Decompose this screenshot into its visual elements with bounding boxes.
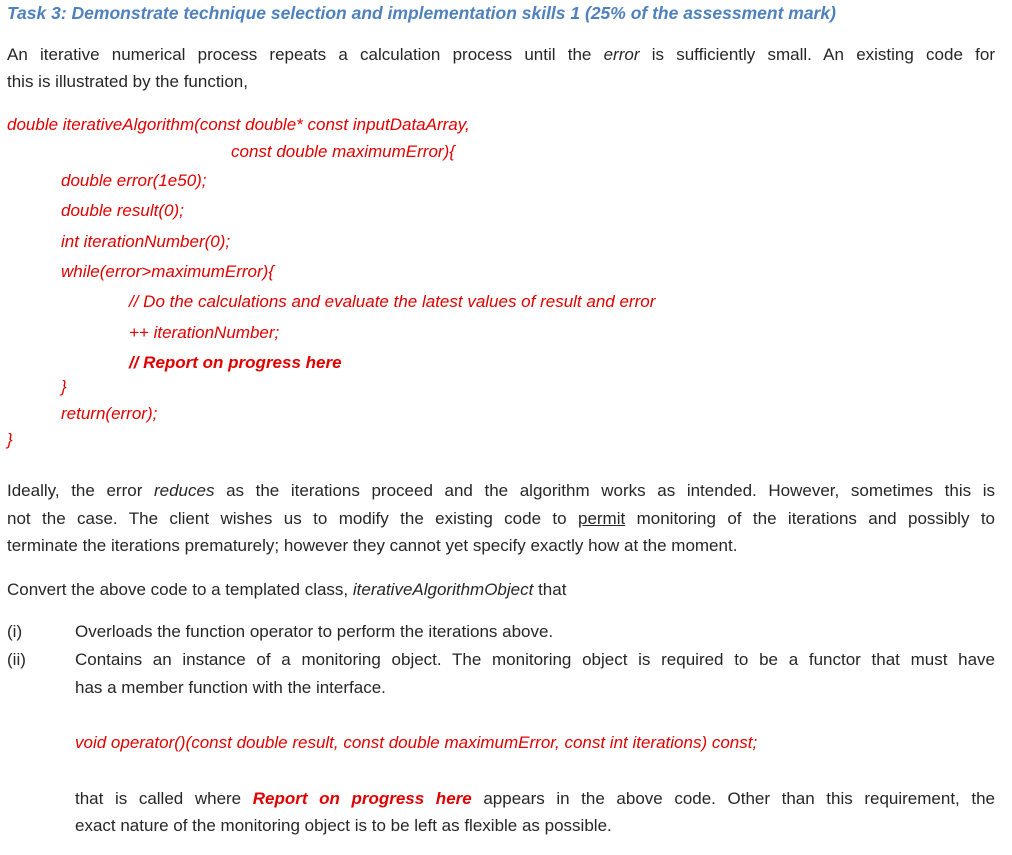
para2-line-1 (7, 480, 995, 502)
closing-text-b: appears in the above code. Other than this requirement, the (471, 789, 996, 808)
code-line-11: return(error); (61, 404, 158, 423)
code-line-4: double result(0); (61, 201, 184, 220)
intro-text-a: An iterative numerical process repeats a calculation process until the (7, 45, 604, 64)
list-item-ii-line-2: has a member function with the interface. (75, 678, 386, 697)
list-item-ii-line-1: Contains an instance of a monitoring object. The monitoring object is required to be a functor that must have (75, 650, 995, 669)
code-line-9: // Report on progress here (129, 353, 342, 372)
code-line-5: int iterationNumber(0); (61, 232, 231, 251)
intro-emphasis-error: error (603, 45, 640, 64)
code-line-1: double iterativeAlgorithm(const double* const inputDataArray, (7, 115, 470, 134)
para2-text-c: not the case. The client wishes us to modify the existing code to (7, 509, 578, 528)
para2-underline-permit: permit (577, 509, 626, 528)
code-line-10: } (61, 377, 67, 396)
para2-text-d: monitoring of the iterations and possibly to (625, 509, 995, 528)
para2-text-b: as the iterations proceed and the algorithm works as intended. However, sometimes this is (214, 481, 996, 500)
closing-text-a: that is called where (75, 789, 253, 808)
para3-text-b: that (533, 580, 567, 599)
code-line-3: double error(1e50); (61, 171, 207, 190)
task-title: Task 3: Demonstrate technique selection and implementation skills 1 (25% of the assessment mark) (7, 3, 836, 23)
intro-line-2: this is illustrated by the function, (7, 72, 248, 91)
closing-line-2: exact nature of the monitoring object is to be left as flexible as possible. (75, 816, 612, 835)
para2-line-3: terminate the iterations prematurely; however they cannot yet specify exactly how at the moment. (7, 536, 738, 555)
closing-emphasis: Report on progress here (252, 789, 472, 808)
para2-line-2 (7, 508, 995, 530)
list-number-ii: (ii) (7, 650, 26, 669)
intro-text-b: is sufficiently small. An existing code for (639, 45, 995, 64)
list-number-i: (i) (7, 622, 23, 641)
para3-line (7, 579, 566, 601)
code-line-12: } (7, 430, 13, 449)
closing-line-1 (75, 788, 995, 810)
list-item-i: Overloads the function operator to perform the iterations above. (75, 622, 554, 641)
intro-line-1 (7, 44, 995, 66)
code-line-2: const double maximumError){ (231, 142, 455, 161)
code-line-7: // Do the calculations and evaluate the latest values of result and error (129, 292, 656, 311)
operator-signature: void operator()(const double result, const double maximumError, const int iterations) const; (75, 733, 758, 752)
code-line-8: ++ iterationNumber; (129, 323, 280, 342)
para3-class-name: iterativeAlgorithmObject (352, 580, 534, 599)
para2-text-a: Ideally, the error (7, 481, 154, 500)
code-line-6: while(error>maximumError){ (61, 262, 275, 281)
para3-text-a: Convert the above code to a templated class, (7, 580, 353, 599)
para2-emphasis-reduces: reduces (153, 481, 215, 500)
